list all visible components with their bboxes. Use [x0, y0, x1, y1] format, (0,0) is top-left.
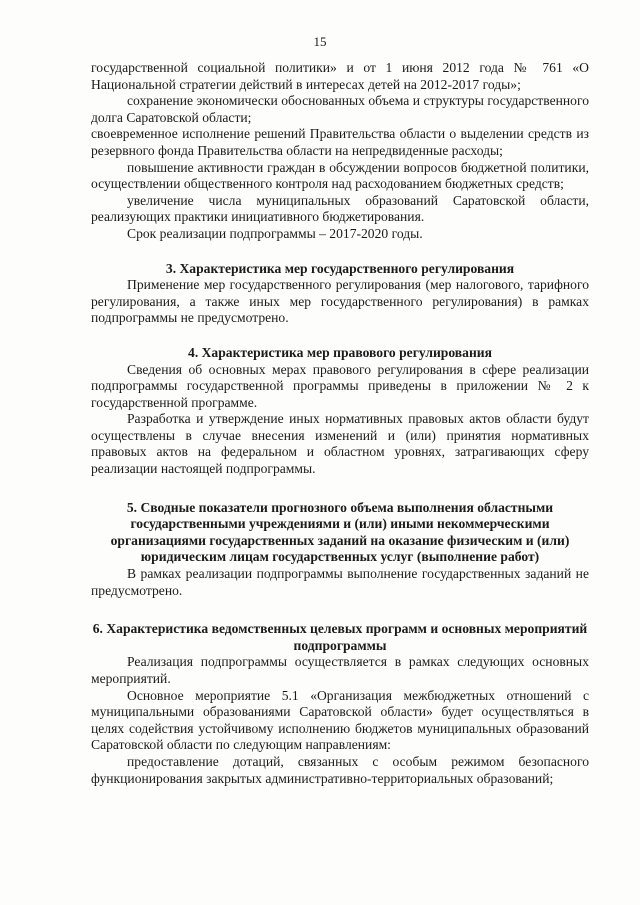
paragraph: Сведения об основных мерах правового регулирования в сфере реализации подпрограммы государственной программы приведены в приложении № 2 к государственной программе. — [91, 361, 589, 410]
paragraph: своевременное исполнение решений Правительства области о выделении средств из резервного фонда Правительства области на непредвиденные расходы; — [91, 126, 589, 158]
paragraph: предоставление дотаций, связанных с особым режимом безопасного функционирования закрытых административно-территориальных образований; — [91, 753, 589, 786]
paragraph: Применение мер государственного регулирования (мер налогового, тарифного регулирования, а также иных мер государственного регулирования) в рамках подпрограммы не предусмотрено. — [91, 277, 589, 326]
paragraph: сохранение экономически обоснованных объема и структуры государственного долга Саратовской области; — [91, 93, 589, 125]
paragraph: Разработка и утверждение иных нормативных правовых актов области будут осуществлены в случае внесения изменений и (или) принятия нормативных правовых актов на федеральном и областном уровнях, затрагивающих сферу реализации настоящей подпрограммы. — [91, 411, 589, 477]
paragraph: Срок реализации подпрограммы – 2017-2020 годы. — [127, 225, 423, 241]
paragraph: увеличение числа муниципальных образований Саратовской области, реализующих практики инициативного бюджетирования. — [91, 192, 589, 225]
paragraph: повышение активности граждан в обсуждении вопросов бюджетной политики, осуществлении общественного контроля над расходованием бюджетных средств; — [91, 159, 589, 192]
paragraph: государственной социальной политики» и от 1 июня 2012 года № 761 «О Национальной стратегии действий в интересах детей на 2012-2017 годы»; — [91, 60, 589, 92]
paragraph: В рамках реализации подпрограммы выполнение государственных заданий не предусмотрено. — [91, 566, 589, 598]
document-body — [91, 60, 589, 787]
paragraph: Реализация подпрограммы осуществляется в рамках следующих основных мероприятий. — [91, 654, 589, 686]
paragraph: Основное мероприятие 5.1 «Организация межбюджетных отношений с муниципальными образованиями Саратовской области» будет осуществляться в целях содействия устойчивому исполнению бюджетов муниципальных образований Саратовской области по следующим направлениям: — [91, 687, 589, 753]
page-number: 15 — [313, 34, 327, 49]
section-heading-5: 5. Сводные показатели прогнозного объема выполнения областными государственными учреждениями и (или) иными некоммерческими организациями государственных заданий на оказание физическим и (или) юридическим лицам государственных услуг (выполнение работ) — [110, 499, 570, 565]
section-heading-3: 3. Характеристика мер государственного регулирования — [165, 260, 515, 276]
section-heading-6: 6. Характеристика ведомственных целевых программ и основных мероприятий подпрограммы — [92, 621, 588, 653]
section-heading-4: 4. Характеристика мер правового регулирования — [188, 344, 492, 360]
